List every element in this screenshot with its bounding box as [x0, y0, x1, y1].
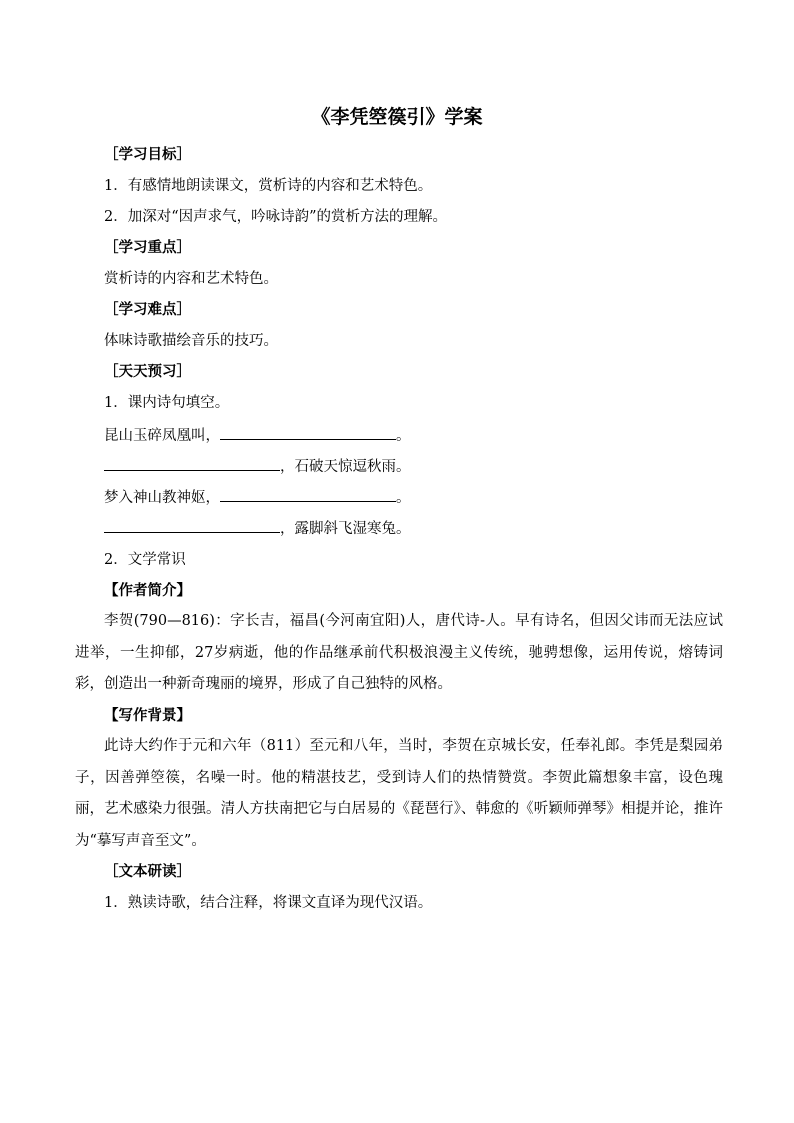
objective-item-2: 2．加深对“因声求气，吟咏诗韵”的赏析方法的理解。 — [104, 209, 448, 225]
background-heading: 【写作背景】 — [104, 708, 191, 724]
section-heading-difficulty: ［学习难点］ — [104, 302, 191, 318]
study-item-1: 1．熟读诗歌，结合注释，将课文直译为现代汉语。 — [104, 895, 433, 911]
fill-in-blank-1[interactable] — [220, 425, 396, 440]
fill-in-line-3-end: 。 — [396, 490, 411, 506]
fill-in-line-3 — [104, 487, 724, 508]
section-heading-preview: ［天天预习］ — [104, 364, 191, 380]
fill-in-blank-2[interactable] — [104, 456, 280, 471]
fill-in-line-2-text: ，石破天惊逗秋雨。 — [280, 459, 411, 475]
objective-item-1: 1．有感情地朗读课文，赏析诗的内容和艺术特色。 — [104, 178, 433, 194]
literature-heading: 2．文学常识 — [104, 552, 186, 568]
fill-in-line-4-text: ，露脚斜飞湿寒兔。 — [280, 521, 411, 537]
document-title: 《李凭箜篌引》学案 — [311, 106, 483, 128]
background-paragraph: 此诗大约作于元和六年（811）至元和八年，当时，李贺在京城长安，任奉礼郎。李凭是梨园弟子，因善弹箜篌，名噪一时。他的精湛技艺，受到诗人们的热情赞赏。李贺此篇想象丰富，设色瑰丽，艺术感染力很强。清人方扶南把它与白居易的《琵琶行》、韩愈的《听颖师弹琴》相提并论，推许为“摹写声音至文”。 — [75, 738, 723, 849]
fill-in-heading: 1．课内诗句填空。 — [104, 395, 230, 411]
section-heading-objectives: ［学习目标］ — [104, 147, 191, 163]
section-heading-study: ［文本研读］ — [104, 864, 191, 880]
fill-in-line-1-text: 昆山玉碎凤凰叫， — [104, 428, 220, 444]
fill-in-line-1-end: 。 — [396, 428, 411, 444]
fill-in-line-2 — [104, 456, 724, 477]
fill-in-line-4 — [104, 518, 724, 539]
fill-in-blank-3[interactable] — [220, 487, 396, 502]
fill-in-blank-4[interactable] — [104, 518, 280, 533]
author-paragraph: 李贺(790—816)：字长吉，福昌(今河南宜阳)人，唐代诗-人。早有诗名，但因父讳而无法应试进举，一生抑郁，27岁病逝，他的作品继承前代积极浪漫主义传统，驰骋想像，运用传说，熔铸词彩，创造出一种新奇瑰丽的境界，形成了自己独特的风格。 — [75, 613, 723, 692]
section-heading-key-points: ［学习重点］ — [104, 240, 191, 256]
difficulty-text: 体味诗歌描绘音乐的技巧。 — [104, 333, 278, 349]
key-points-text: 赏析诗的内容和艺术特色。 — [104, 271, 278, 287]
fill-in-line-1 — [104, 425, 724, 446]
fill-in-line-3-text: 梦入神山教神妪， — [104, 490, 220, 506]
author-heading: 【作者简介】 — [104, 583, 191, 599]
